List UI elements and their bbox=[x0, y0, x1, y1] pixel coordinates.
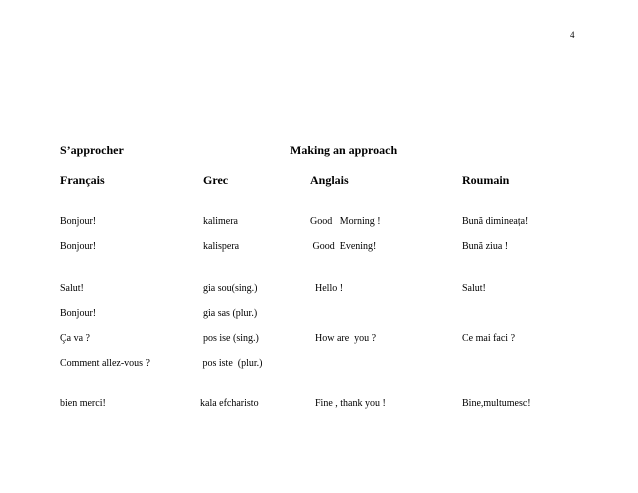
cell-romanian: Ce mai faci ? bbox=[462, 333, 516, 344]
column-header-romanian: Roumain bbox=[462, 173, 510, 187]
cell-greek: kala efcharisto bbox=[200, 398, 259, 409]
section-title-english: Making an approach bbox=[290, 143, 398, 157]
section-title-french: S’approcher bbox=[60, 143, 124, 157]
cell-greek: gia sou(sing.) bbox=[203, 283, 258, 294]
cell-greek: gia sas (plur.) bbox=[203, 308, 258, 319]
cell-greek: kalimera bbox=[203, 216, 238, 227]
cell-french: Ça va ? bbox=[60, 333, 90, 344]
cell-english: Good Evening! bbox=[310, 241, 377, 252]
cell-romanian: Bună ziua ! bbox=[462, 241, 509, 252]
cell-romanian: Salut! bbox=[462, 283, 486, 294]
cell-romanian: Bună dimineața! bbox=[462, 216, 529, 227]
cell-french: bien merci! bbox=[60, 398, 106, 409]
cell-french: Comment allez-vous ? bbox=[60, 358, 150, 369]
cell-english: How are you ? bbox=[310, 333, 377, 344]
cell-greek: pos iste (plur.) bbox=[200, 358, 263, 369]
cell-greek: kalispera bbox=[203, 241, 240, 252]
column-header-greek: Grec bbox=[203, 173, 229, 187]
cell-english: Hello ! bbox=[310, 283, 344, 294]
cell-english: Good Morning ! bbox=[310, 216, 381, 227]
cell-romanian: Bine,multumesc! bbox=[462, 398, 531, 409]
cell-french: Salut! bbox=[60, 283, 84, 294]
cell-french: Bonjour! bbox=[60, 216, 97, 227]
cell-french: Bonjour! bbox=[60, 241, 97, 252]
column-header-english: Anglais bbox=[310, 173, 349, 187]
page-number: 4 bbox=[570, 30, 575, 40]
column-header-french: Français bbox=[60, 173, 105, 187]
cell-french: Bonjour! bbox=[60, 308, 97, 319]
cell-english: Fine , thank you ! bbox=[310, 398, 386, 409]
cell-greek: pos ise (sing.) bbox=[203, 333, 259, 344]
